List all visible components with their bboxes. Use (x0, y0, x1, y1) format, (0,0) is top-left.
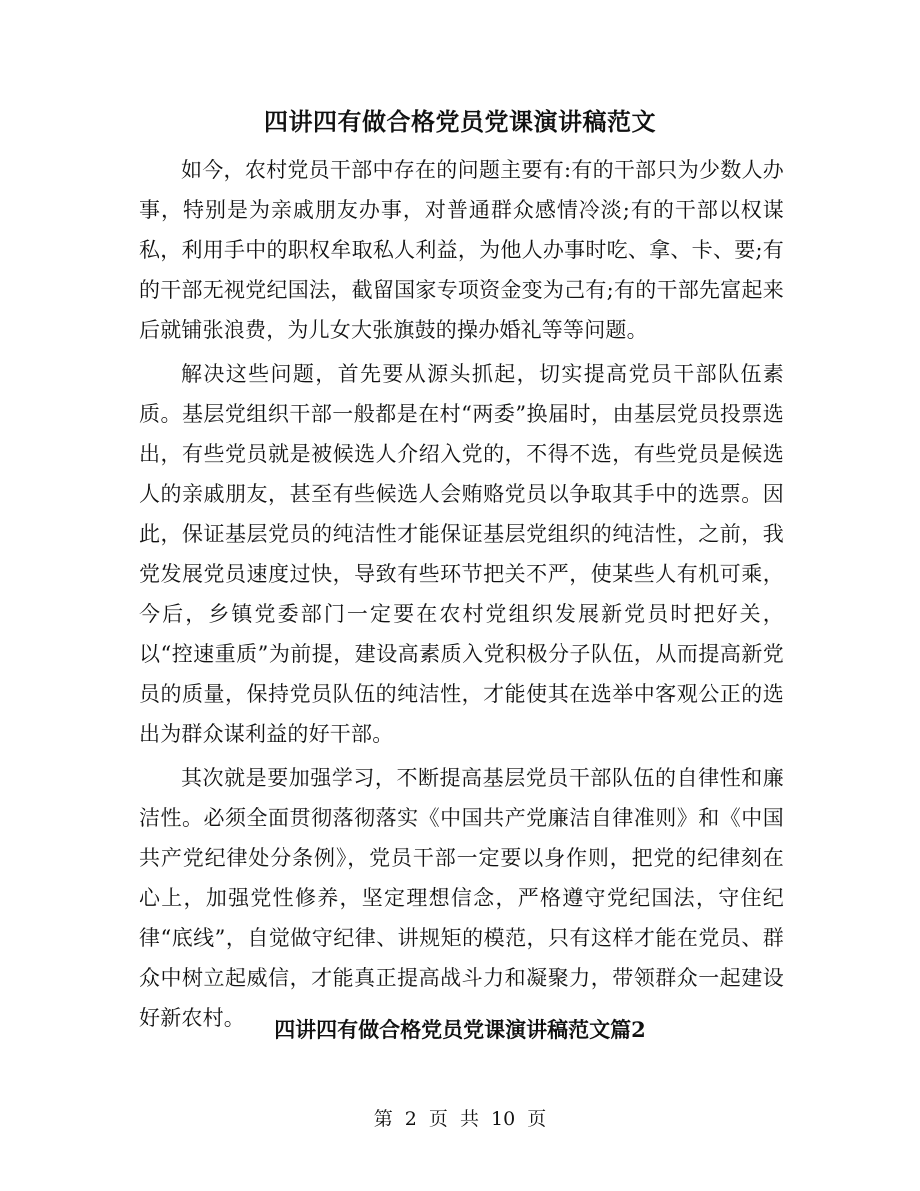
paragraph-2: 解决这些问题，首先要从源头抓起，切实提高党员干部队伍素质。基层党组织干部一般都是在村“两委”换届时，由基层党员投票选出，有些党员就是被候选人介绍入党的，不得不选，有些党员是候选人的亲戚朋友，甚至有些候选人会贿赂党员以争取其手中的选票。因此，保证基层党员的纯洁性才能保证基层党组织的纯洁性，之前，我党发展党员速度过快，导致有些环节把关不严，使某些人有机可乘，今后，乡镇党委部门一定要在农村党组织发展新党员时把好关，以“控速重质”为前提，建设高素质入党积极分子队伍，从而提高新党员的质量，保持党员队伍的纯洁性，才能使其在选举中客观公正的选出为群众谋利益的好干部。 (139, 362, 784, 746)
section-heading: 四讲四有做合格党员党课演讲稿范文篇2 (274, 1017, 646, 1042)
page-number-footer: 第 2 页 共 10 页 (373, 1108, 547, 1130)
document-title: 四讲四有做合格党员党课演讲稿范文 (264, 107, 656, 136)
paragraph-1: 如今，农村党员干部中存在的问题主要有:有的干部只为少数人办事，特别是为亲戚朋友办事，对普通群众感情冷淡;有的干部以权谋私，利用手中的职权牟取私人利益，为他人办事时吃、拿、卡、要;有的干部无视党纪国法，截留国家专项资金变为己有;有的干部先富起来后就铺张浪费，为儿女大张旗鼓的操办婚礼等等问题。 (139, 158, 784, 342)
paragraph-3: 其次就是要加强学习，不断提高基层党员干部队伍的自律性和廉洁性。必须全面贯彻落彻落实《中国共产党廉洁自律准则》和《中国共产党纪律处分条例》，党员干部一定要以身作则，把党的纪律刻在心上，加强党性修养，坚定理想信念，严格遵守党纪国法，守住纪律“底线”，自觉做守纪律、讲规矩的模范，只有这样才能在党员、群众中树立起威信，才能真正提高战斗力和凝聚力，带领群众一起建设好新农村。 (139, 766, 784, 1030)
document-body (139, 150, 784, 1038)
